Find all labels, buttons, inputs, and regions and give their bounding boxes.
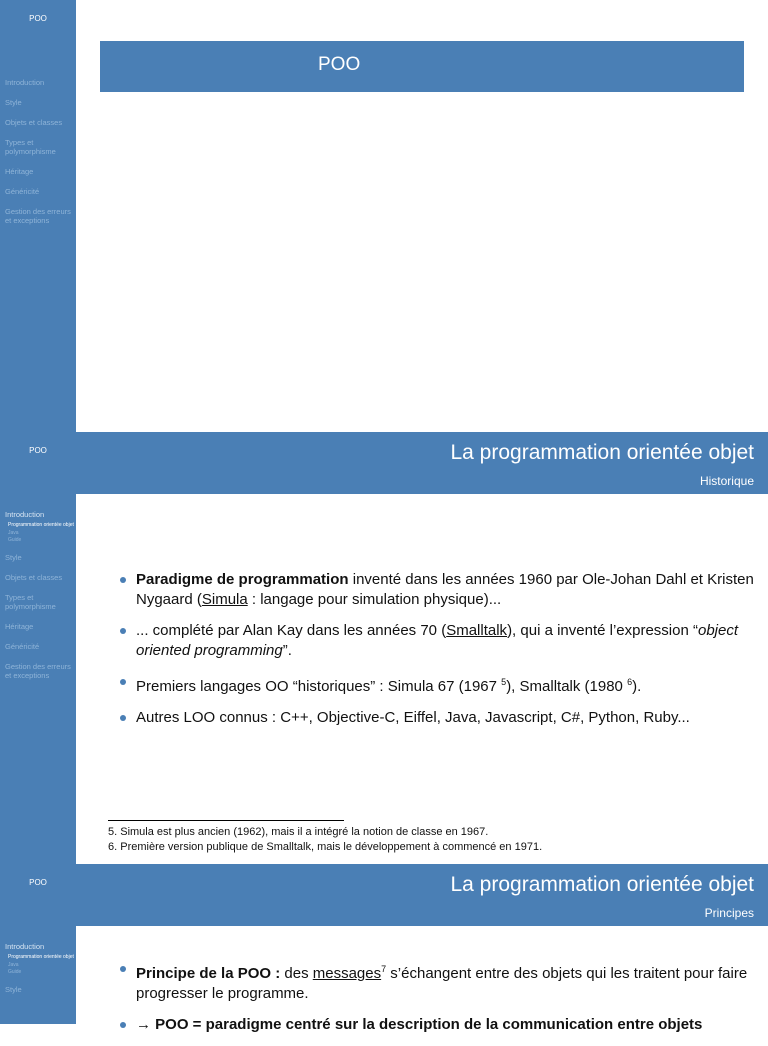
footnote-5: 5. Simula est plus ancien (1962), mais il a intégré la notion de classe en 1967. [108, 826, 489, 838]
nav-objets-classes[interactable]: Objets et classes [5, 573, 63, 582]
nav-sub-guide[interactable]: Guide [8, 537, 22, 543]
emphasis: object oriented programming [136, 622, 739, 659]
text: ... complété par Alan Kay dans les années 70 ( [136, 622, 447, 639]
bullet-list [118, 959, 758, 1046]
presentation-title: POO [318, 54, 361, 75]
sidebar [0, 864, 76, 1024]
nav-genericite[interactable]: Généricité [5, 187, 40, 196]
nav-introduction[interactable]: Introduction [5, 942, 45, 951]
nav-heritage[interactable]: Héritage [5, 622, 34, 631]
sidebar-nav [5, 510, 75, 691]
text: Premiers langages OO “historiques” : Simula 67 (1967 [136, 678, 502, 695]
bold-term: Principe de la POO : [136, 965, 281, 982]
slide-title [0, 0, 768, 432]
nav-introduction[interactable]: Introduction [5, 78, 45, 87]
frame-title: La programmation orientée objet [450, 441, 754, 464]
sidebar-head[interactable]: POO [29, 14, 47, 23]
frame-header [76, 432, 768, 494]
footnotes [108, 825, 748, 855]
frame-title: La programmation orientée objet [450, 873, 754, 896]
sidebar-head[interactable]: POO [29, 446, 47, 455]
bold-term: Paradigme de programmation [136, 571, 349, 588]
sidebar-nav [5, 942, 75, 1005]
nav-style[interactable]: Style [5, 98, 22, 107]
text: Autres LOO connus : C++, Objective-C, Eiffel, Java, Javascript, C#, Python, Ruby... [136, 709, 690, 726]
title-box [100, 41, 744, 92]
sidebar [0, 432, 76, 864]
text: ”. [282, 642, 292, 659]
footnote-ref-5[interactable]: 5 [501, 677, 507, 687]
nav-style[interactable]: Style [5, 553, 22, 562]
nav-sub-guide[interactable]: Guide [8, 969, 22, 975]
nav-genericite[interactable]: Généricité [5, 642, 40, 651]
link-messages[interactable]: messages [312, 965, 382, 982]
link-simula[interactable]: Simula [201, 591, 248, 608]
footnote-ref-7[interactable]: 7 [381, 964, 387, 974]
text: ), qui a inventé l’expression “ [507, 622, 698, 639]
footnote-ref-6[interactable]: 6 [627, 677, 633, 687]
bullet-list [118, 570, 758, 739]
link-smalltalk[interactable]: Smalltalk [446, 622, 508, 639]
frame-subtitle: Principes [704, 906, 754, 920]
list-item [118, 570, 758, 610]
nav-introduction[interactable]: Introduction [5, 510, 45, 519]
nav-sub-poo[interactable]: Programmation orientée objet [8, 522, 74, 528]
nav-gestion-erreurs[interactable]: Gestion des erreurs et exceptions [5, 207, 71, 225]
sidebar-head[interactable]: POO [29, 878, 47, 887]
sidebar [0, 0, 76, 432]
text: : langage pour simulation physique)... [247, 591, 502, 608]
text: inventé dans les années 1960 par Ole-Johan Dahl et Kristen Nygaard ( [136, 571, 754, 608]
footnote-divider [108, 820, 344, 821]
nav-types-polymorphisme[interactable]: Types et polymorphisme [5, 593, 56, 611]
nav-sub-java[interactable]: Java [8, 962, 19, 968]
frame-header [76, 864, 768, 926]
text: s’échangent entre des objets qui les traitent pour faire progresser le programme. [136, 965, 748, 1002]
nav-gestion-erreurs[interactable]: Gestion des erreurs et exceptions [5, 662, 71, 680]
nav-sub-java[interactable]: Java [8, 530, 19, 536]
list-item [118, 1015, 758, 1035]
bold-statement: → POO = paradigme centré sur la description de la communication entre objets [136, 1016, 703, 1033]
sidebar-nav [5, 78, 75, 236]
frame-subtitle: Historique [699, 474, 754, 488]
list-item [118, 672, 758, 697]
list-item [118, 708, 758, 728]
nav-sub-poo[interactable]: Programmation orientée objet [8, 954, 74, 960]
list-item [118, 959, 758, 1004]
footnote-6: 6. Première version publique de Smalltalk, mais le développement à commencé en 1971. [108, 841, 543, 853]
text: ). [632, 678, 642, 695]
slide-historique [0, 432, 768, 864]
text: ), Smalltalk (1980 [506, 678, 628, 695]
nav-types-polymorphisme[interactable]: Types et polymorphisme [5, 138, 56, 156]
slide-principes [0, 864, 768, 1033]
nav-heritage[interactable]: Héritage [5, 167, 34, 176]
list-item [118, 621, 758, 661]
text: des [280, 965, 313, 982]
nav-objets-classes[interactable]: Objets et classes [5, 118, 63, 127]
nav-sub-block [5, 954, 75, 975]
nav-sub-block [5, 522, 75, 543]
nav-style[interactable]: Style [5, 985, 22, 994]
